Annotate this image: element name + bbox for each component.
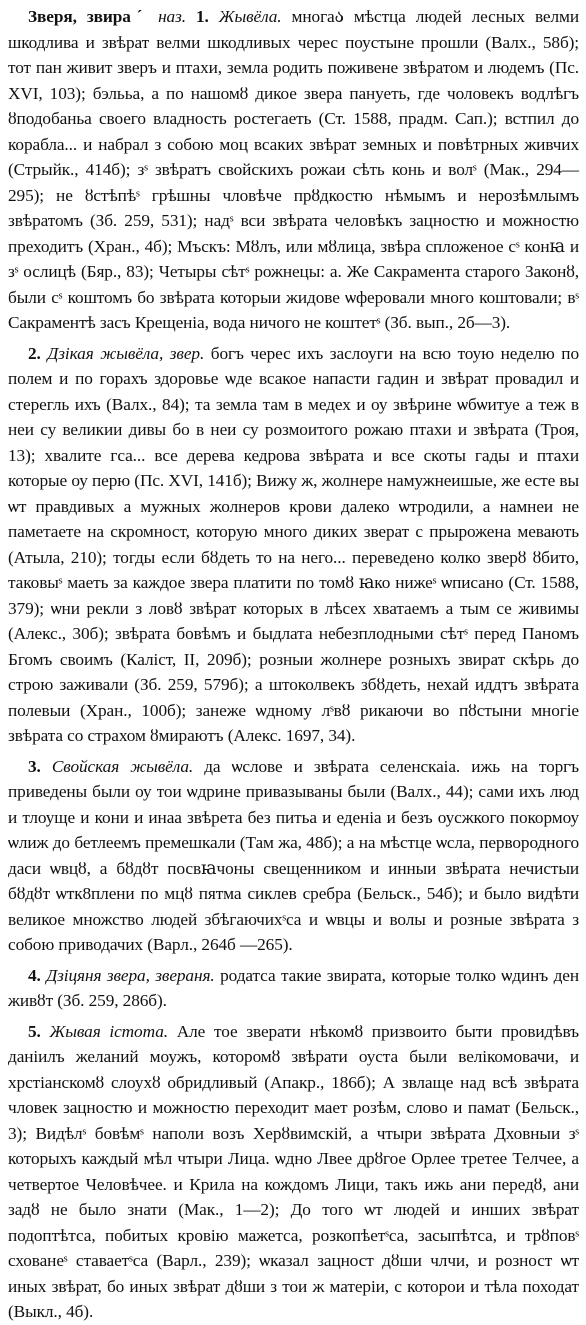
sense-definition: Дзіцяня звера, зверaня. <box>46 965 215 985</box>
sense-text: родатса такие звирата, которые толко ѡдинъ ден живȣт (Зб. 259, 286б). <box>8 965 579 1010</box>
sense-1: Зверя, звираˊ наз. 1. Жывёла. многаა мѣстца людей лесных велми шкодлива и звѣрат велми шкодливых черес поустыне прошли (Валх., 58б); тот пан живит зверъ и птахи, земла родить поживене звѣратом и людемъ (Пс. XVI, 103); бэлььа, а по нашомȣ дикое звера пануеть, где чоловекъ водлѣгъ ȣподобаньа своего владность ростегаеть (Ст. 1588, прадм. Сап.); встпил до корабла... и набрал з собою моц всаких звѣрат земных и повѣтрных живчих (Стрыйк., 414б); зˢ звѣратъ свойскихъ рожаи сѣть конь и волˢ (Мак., 294—295); не ȣстѣпѣˢ грѣшны чловѣче прȣдкостю нѣмымъ и нерозѣмлымъ звѣратомъ (Зб. 259, 531); надˢ вси звѣрата человѣкъ зацностю и можностю преходитъ (Хран., 4б); Мъскъ: Мȣлъ, или мȣлица, звѣра спложеное сˢ конꙗ и зˢ ослицѣ (Бяр., 83); Четыры сѣтˢ рожнецы: а. Же Сакрамента старого Законȣ, были сˢ коштомъ бо звѣрата которыи жидове ѡферовали много коштовали; вˢ Сакраментѣ засъ Крещеніа, вода ничого не коштетˢ (Зб. вып., 2б—3). <box>8 7 579 332</box>
sense-number: 5. <box>28 1021 41 1041</box>
sense-3 <box>8 754 579 958</box>
sense-number: 4. <box>28 965 41 985</box>
sense-definition: Свойская жывёла. <box>51 756 194 776</box>
sense-number: 3. <box>28 756 41 776</box>
sense-number: 1. <box>196 7 209 26</box>
sense-2 <box>8 341 579 749</box>
sense-text: богъ черес ихъ заслоуги на всю тоую неделю по полем и по горахъ здоровье ѡде всакое напасти гадин и звѣрат провадил и стерегль ихъ (Валх., 84); та земла там в медех и оу звѣрине ѡбѡитуе а теж в неи су великии дивы бо в неи су розмоитого рожаю птахи и звѣрата (Троя, 13); хвалите гса... все дерева кедрова звѣрата и все скоты гады и птахи которые оу перю (Пс. XVI, 141б); Вижу ж, жолнере намужнеишые, же есте вы ѡт правдивых а мужных жолнеров крови далеко ѡтродили, а намнеи не паметаете на скромност, которую много диких зверат с прырожена мевають (Атыла, 210); тогды если бȣдеть то на него... переведено колко зверȣ ȣбито, таковыˢ маеть за каждое звера платити по томȣ ꙗко нижеˢ ѡписано (Ст. 1588, 379); ѡни рекли з ловȣ звѣрат которых в лѣсех хватаемъ а тым се живимы (Алекс., 30б); звѣрата бовѣмъ и быдлата небезплодными сѣтˢ перед Паномъ Бгомъ своимъ (Каліст, II, 209б); розныи жолнере розныхъ звират скѣрь до строю заживали (Зб. 259, 579б); а штоколвекъ збȣдеть, нехай иддтъ звѣрата полевыи (Хран., 100б); занеже ѡдному лˢвȣ рикаючи во пȣстыни многіе звѣрата со страхом ȣмираютъ (Алекс. 1697, 34). <box>8 343 579 745</box>
headword: Зверя, звира <box>28 7 131 26</box>
sense-definition: Жывёла. <box>218 7 282 26</box>
grammar-label: наз. <box>158 7 186 26</box>
sense-definition: Дзікая жывёла, звер. <box>47 343 205 363</box>
sense-text: многаა мѣстца людей лесных велми шкодлива и звѣрат велми шкодливых черес поустыне прошли (Валх., 58б); тот пан живит зверъ и птахи, земла родить поживене звѣратом и людемъ (Пс. XVI, 103); бэлььа, а по нашомȣ дикое звера пануеть, где чоловекъ водлѣгъ ȣподобаньа своего владность ростегаеть (Ст. 1588, прадм. Сап.); встпил до корабла... и набрал з собою моц всаких звѣрат земных и повѣтрных живчих (Стрыйк., 414б); зˢ звѣратъ свойскихъ рожаи сѣть конь и волˢ (Мак., 294—295); не ȣстѣпѣˢ грѣшны чловѣче прȣдкостю нѣмымъ и нерозѣмлымъ звѣратомъ (Зб. 259, 531); надˢ вси звѣрата человѣкъ зацностю и можностю преходитъ (Хран., 4б); Мъскъ: Мȣлъ, или мȣлица, звѣра спложеное сˢ конꙗ и зˢ ослицѣ (Бяр., 83); Четыры сѣтˢ рожнецы: а. Же Сакрамента старого Законȣ, были сˢ коштомъ бо звѣрата которыи жидове ѡферовали много коштовали; вˢ Сакраментѣ засъ Крещеніа, вода ничого не коштетˢ (Зб. вып., 2б—3). <box>8 7 579 332</box>
sense-text: Але тое зверати нѣкомȣ призвоито быти провидѣвъ даніилъ желаний моужъ, которомȣ звѣрати оуста были велікомовачи, и хрстіанскомȣ слоухȣ обридливый (Апакр., 186б); А звлаще над всѣ звѣрата чловек зацностю и можностю переходит мает розѣм, слово и памат (Бельск., 3); Видѣлˢ бовѣмˢ наполи возъ Херȣвимскій, а чтыри звѣрата Дховныи зˢ которыхъ каждый мѣл чтыри Лица. ѡдно Лвее дрȣгое Орлее третее Телчее, а четвертое Человѣчее. и Крила на кождомъ Лици, такъ ижь ани передȣ, ани задȣ не было знати (Мак., 1—2); До того ѡт людей и инших звѣрат подоптѣтса, побитых кровію мажетса, розкопѣетˢса, засыпѣтса, и трȣповˢ схованеˢ ставаетˢса (Варл., 239); ѡказал зацност дȣши члчи, и розност ѡт иных звѣрат, бо иных звѣрат дȣши з тои ж матеріи, с которои и тѣла походат (Выкл., 4б). <box>8 1021 579 1321</box>
sense-5 <box>8 1019 579 1325</box>
sense-number: 2. <box>28 343 41 363</box>
sense-text: да ѡслове и звѣрата селенскаіа. ижь на торгъ приведены были оу тои ѡдрине привазываны были (Валх., 44); сами ихъ люд и тлоуще и кони и инаа звѣрета без питьа и еденіа и безъ оусжкого покормоу ѡлиж до бетлеемъ премешкали (Там жа, 48б); а на мѣстце ѡсла, первородного даси ѡвцȣ, а бȣдȣт посвꙗчоны свещенником и инныи звѣрата нечистыи бȣдȣт ѡтк8плени по мцȣ пятма сиклев сребра (Бельск., 54б); и было видѣти великое множство людей збѣгаючихˢса и ѡвцы и волы и розные звѣрата з собою приводачих (Варл., 264б —265). <box>8 756 579 954</box>
sense-definition: Жывая істота. <box>49 1021 168 1041</box>
sense-4 <box>8 963 579 1014</box>
dictionary-page <box>8 4 579 1321</box>
